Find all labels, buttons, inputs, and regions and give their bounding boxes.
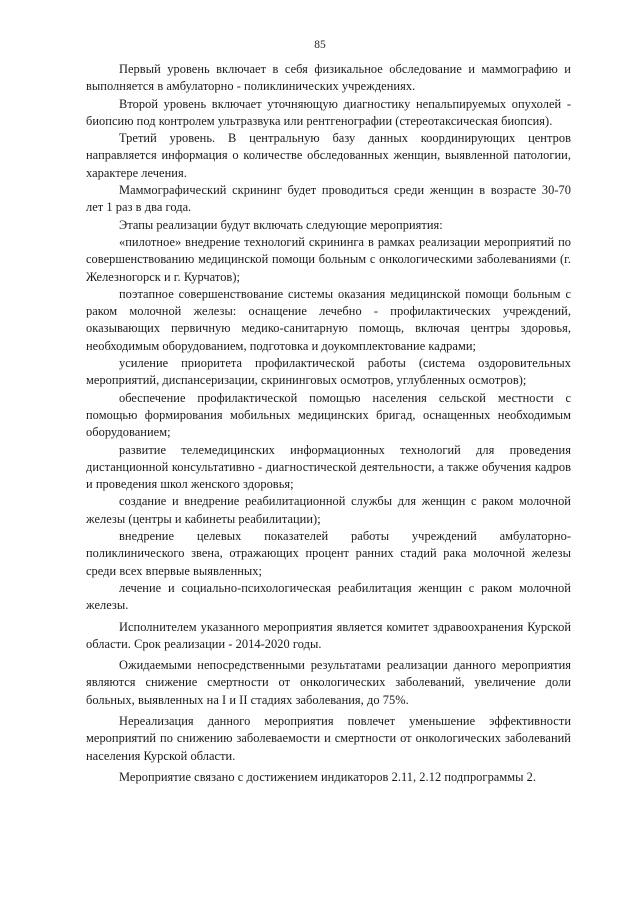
paragraph-stages-intro: Этапы реализации будут включать следующие мероприятия: (119, 217, 443, 232)
list-item-telemedicine: развитие телемедицинских информационных технологий для проведения дистанционной консультативно - диагностической деятельности, а также обучения кадров и проведения школ женского здоровья; (86, 442, 571, 492)
list-item-psychological-rehabilitation: лечение и социально-психологическая реабилитация женщин с раком молочной железы. (86, 580, 571, 613)
paragraph-screening-level-2: Второй уровень включает уточняющую диагностику непальпируемых опухолей - биопсию под контролем ультразвука или рентгенографии (стереотаксическая биопсия). (86, 96, 571, 128)
paragraph-mammography-screening: Маммографический скрининг будет проводиться среди женщин в возрасте 30-70 лет 1 раз в два года. (86, 183, 571, 215)
document-body (86, 61, 571, 786)
page-number: 85 (314, 39, 326, 51)
list-item-system-improvement: поэтапное совершенствование системы оказания медицинской помощи больным с раком молочной железы: оснащение лечебно - профилактических учреждений, оказывающих первичную медико-санитарную помощь, включая центры здоровья, необходимым оборудованием, подготовка и доукомплектование кадрами; (86, 286, 571, 353)
list-item-target-indicators: внедрение целевых показателей работы учреждений амбулаторно-поликлинического звена, отражающих процент ранних стадий рака молочной железы среди всех впервые выявленных; (86, 529, 571, 578)
paragraph-executor: Исполнителем указанного мероприятия является комитет здравоохранения Курской области. Срок реализации - 2014-2020 годы. (86, 619, 571, 651)
list-item-rural-mobile-teams: обеспечение профилактической помощью населения сельской местности с помощью формирования мобильных медицинских бригад, оснащенных необходимым оборудованием; (86, 390, 571, 440)
paragraph-screening-level-1: Первый уровень включает в себя физикальное обследование и маммографию и выполняется в амбулаторно - поликлинических учреждениях. (86, 62, 571, 94)
paragraph-indicators-link: Мероприятие связано с достижением индикаторов 2.11, 2.12 подпрограммы 2. (119, 769, 537, 784)
list-item-pilot-introduction: «пилотное» внедрение технологий скрининга в рамках реализации мероприятий по совершенствованию медицинской помощи больным с онкологическими заболеваниями (г. Железногорск и г. Курчатов); (86, 234, 571, 284)
list-item-prevention-priority: усиление приоритета профилактической работы (система оздоровительных мероприятий, диспансеризации, скрининговых осмотров, углубленных осмотров); (86, 356, 571, 388)
paragraph-non-implementation: Нереализация данного мероприятия повлечет уменьшение эффективности мероприятий по снижению заболеваемости и смертности от онкологических заболеваний населения Курской области. (86, 713, 571, 763)
paragraph-expected-results: Ожидаемыми непосредственными результатами реализации данного мероприятия являются снижение смертности от онкологических заболеваний, увеличение доли больных, выявленных на I и II стадиях заболевания, до 75%. (86, 658, 571, 707)
paragraph-screening-level-3: Третий уровень. В центральную базу данных координирующих центров направляется информация о количестве обследованных женщин, выявленной патологии, характере лечения. (86, 131, 571, 180)
list-item-rehabilitation-service: создание и внедрение реабилитационной службы для женщин с раком молочной железы (центры и кабинеты реабилитации); (86, 494, 571, 526)
